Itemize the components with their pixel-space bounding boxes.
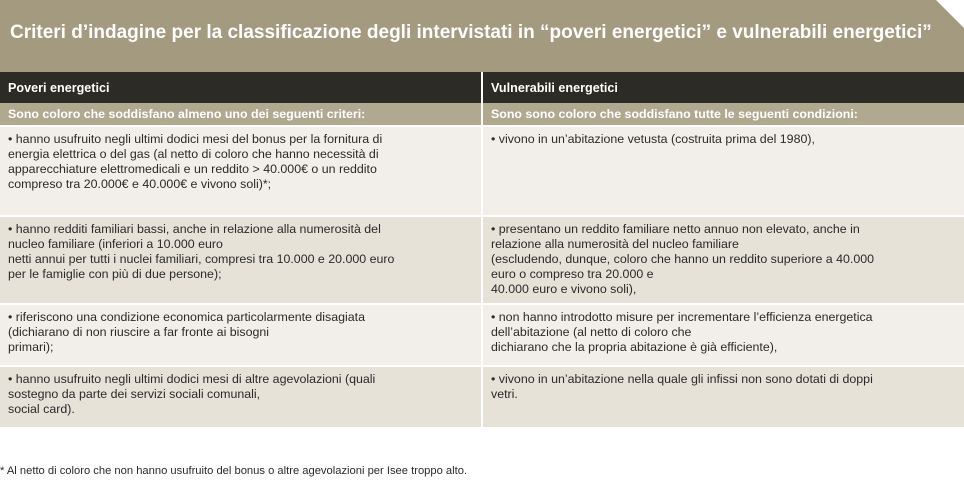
criterion-cell: • riferiscono una condizione economica particolarmente disagiata (dichiarano di non riuscire a far fronte ai bisogni primari); xyxy=(0,304,482,366)
table-row xyxy=(0,304,964,366)
condition-cell: • non hanno introdotto misure per incrementare l’efficienza energetica dell’abitazione (al netto di coloro che dichiarano che la propria abitazione è già efficiente), xyxy=(482,304,964,366)
table-row xyxy=(0,366,964,427)
condition-cell: • vivono in un’abitazione nella quale gli infissi non sono dotati di doppi vetri. xyxy=(482,366,964,427)
criterion-cell: • hanno usufruito negli ultimi dodici mesi di altre agevolazioni (quali sostegno da parte dei servizi sociali comunali, social card). xyxy=(0,366,482,427)
condition-cell: • vivono in un’abitazione vetusta (costruita prima del 1980), xyxy=(482,126,964,216)
column-header-vulnerabili: Vulnerabili energetici xyxy=(482,72,964,103)
criterion-cell: • hanno redditi familiari bassi, anche in relazione alla numerosità del nucleo familiare (inferiori a 10.000 euro netti annui per tutti i nuclei familiari, compresi tra 10.000 e 20.000 euro per le famiglie con più di due persone); xyxy=(0,216,482,304)
folded-corner xyxy=(936,0,964,28)
table-header-row xyxy=(0,72,964,103)
column-header-poveri: Poveri energetici xyxy=(0,72,482,103)
title-bar xyxy=(0,0,964,72)
table-row xyxy=(0,216,964,304)
criterion-cell: • hanno usufruito negli ultimi dodici mesi del bonus per la fornitura di energia elettrica o del gas (al netto di coloro che hanno necessità di apparecchiature elettromedicali e un reddito > 40.000€ o un reddito compreso tra 20.000€ e 40.000€ e vivono soli)*; xyxy=(0,126,482,216)
page-title: Criteri d’indagine per la classificazione degli intervistati in “poveri energetici” e vulnerabili energetici” xyxy=(10,22,932,43)
table-row xyxy=(0,126,964,216)
table-subheader-row xyxy=(0,103,964,126)
subheader-poveri: Sono coloro che soddisfano almeno uno dei seguenti criteri: xyxy=(0,103,482,126)
subheader-vulnerabili: Sono sono coloro che soddisfano tutte le seguenti condizioni: xyxy=(482,103,964,126)
condition-cell: • presentano un reddito familiare netto annuo non elevato, anche in relazione alla numerosità del nucleo familiare (escludendo, dunque, coloro che hanno un reddito superiore a 40.000 euro o compreso tra 20.000 e 40.000 euro e vivono soli), xyxy=(482,216,964,304)
criteria-table xyxy=(0,72,964,427)
footnote: * Al netto di coloro che non hanno usufruito del bonus o altre agevolazioni per Isee troppo alto. xyxy=(0,465,468,477)
